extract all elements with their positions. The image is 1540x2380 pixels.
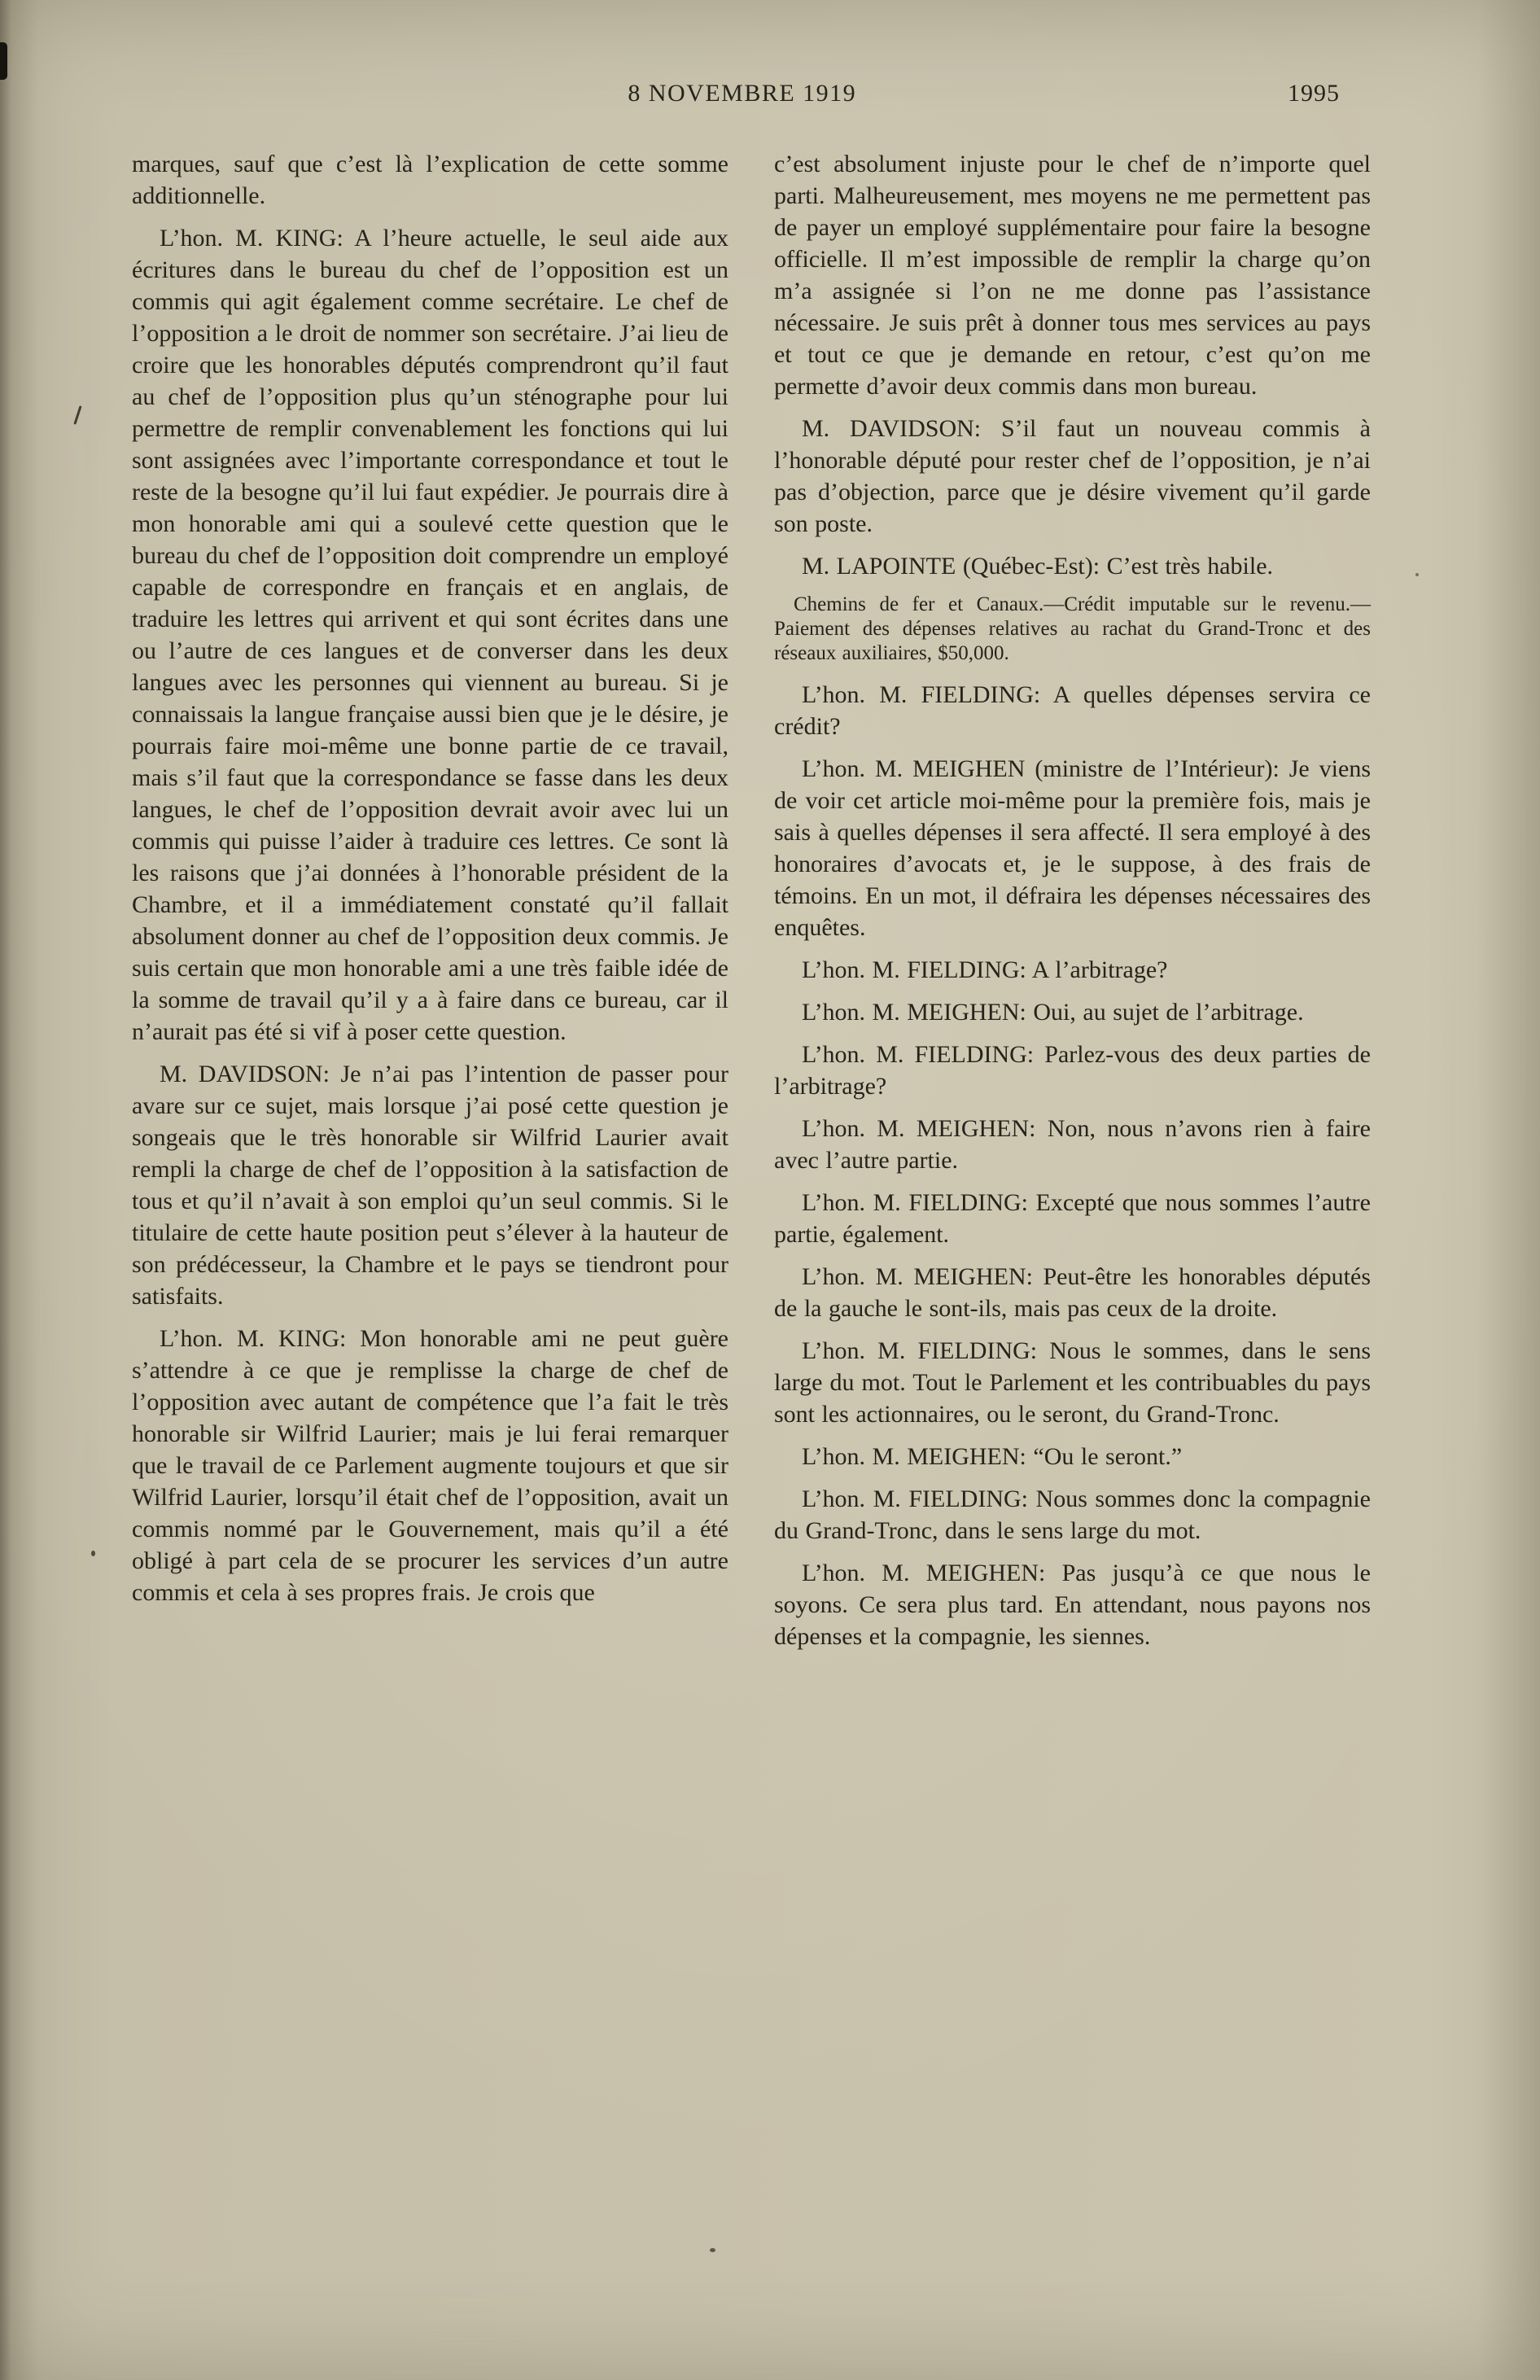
- paragraph: L’hon. M. MEIGHEN: Oui, au sujet de l’arbitrage.: [802, 999, 1304, 1026]
- paragraph: marques, sauf que c’est là l’explication de cette somme additionnelle.: [132, 151, 728, 209]
- paragraph: L’hon. M. FIELDING: Excepté que nous sommes l’autre partie, également.: [774, 1189, 1371, 1248]
- paragraph: L’hon. M. MEIGHEN: Pas jusqu’à ce que nous le soyons. Ce sera plus tard. En attendant, nous payons nos dépenses et la compagnie, les siennes.: [774, 1560, 1371, 1650]
- paragraph: L’hon. M. FIELDING: Parlez-vous des deux parties de l’arbitrage?: [774, 1041, 1371, 1100]
- page-header: [132, 80, 1371, 114]
- paragraph: L’hon. M. MEIGHEN: “Ou le seront.”: [802, 1443, 1183, 1470]
- paragraph: L’hon. M. MEIGHEN (ministre de l’Intérieur): Je viens de voir cet article moi-même pour la première fois, mais je sais à quelles dépenses il sera affecté. Il sera employé à des honoraires d’avocats et, je le suppose, à des frais de témoins. En un mot, il défraira les dépenses nécessaires des enquêtes.: [774, 755, 1371, 941]
- paragraph: L’hon. M. FIELDING: Nous le sommes, dans le sens large du mot. Tout le Parlement et les contribuables du pays sont les actionnaires, ou le seront, du Grand-Tronc.: [774, 1337, 1371, 1428]
- header-date: 8 NOVEMBRE 1919: [628, 80, 857, 107]
- paragraph: c’est absolument injuste pour le chef de n’importe quel parti. Malheureusement, mes moyens ne me permettent pas de payer un employé supplémentaire pour faire la besogne officielle. Il m’est impossible de remplir la charge qu’on m’a assignée si l’on ne me donne pas l’assistance nécessaire. Je suis prêt à donner tous mes services au pays et tout ce que je demande en retour, c’est qu’on me permette d’avoir deux commis dans mon bureau.: [774, 151, 1371, 400]
- paragraph: M. DAVIDSON: S’il faut un nouveau commis à l’honorable député pour rester chef de l’opposition, je n’ai pas d’objection, parce que je désire vivement qu’il garde son poste.: [774, 415, 1371, 537]
- paragraph: L’hon. M. MEIGHEN: Non, nous n’avons rien à faire avec l’autre partie.: [774, 1115, 1371, 1174]
- right-column: [774, 148, 1371, 1663]
- paragraph: L’hon. M. KING: Mon honorable ami ne peut guère s’attendre à ce que je remplisse la charge de chef de l’opposition avec autant de compétence que l’a fait le très honorable sir Wilfrid Laurier; mais je lui ferai remarquer que le travail de ce Parlement augmente toujours et que sir Wilfrid Laurier, lorsqu’il était chef de l’opposition, avait un commis nommé par le Gouvernement, mais qu’il a été obligé à part cela de se procurer les services d’un autre commis et cela à ses propres frais. Je crois que: [132, 1325, 728, 1606]
- paragraph: L’hon. M. FIELDING: A l’arbitrage?: [802, 956, 1168, 983]
- paragraph: L’hon. M. MEIGHEN: Peut-être les honorables députés de la gauche le sont-ils, mais pas ceux de la droite.: [774, 1263, 1371, 1322]
- section-note: Chemins de fer et Canaux.—Crédit imputable sur le revenu.—Paiement des dépenses relatives au rachat du Grand-Tronc et des réseaux auxiliaires, $50,000.: [774, 593, 1371, 664]
- left-column: [132, 148, 728, 1663]
- paragraph: M. DAVIDSON: Je n’ai pas l’intention de passer pour avare sur ce sujet, mais lorsque j’ai posé cette question je songeais que le très honorable sir Wilfrid Laurier avait rempli la charge de chef de l’opposition à la satisfaction de tous et qu’il n’avait à son emploi qu’un seul commis. Si le titulaire de cette haute position peut s’élever à la hauteur de son prédécesseur, la Chambre et le pays se tiendront pour satisfaits.: [132, 1061, 728, 1310]
- paragraph: M. LAPOINTE (Québec-Est): C’est très habile.: [802, 553, 1274, 580]
- page-number: 1995: [1288, 80, 1340, 107]
- paragraph: L’hon. M. KING: A l’heure actuelle, le seul aide aux écritures dans le bureau du chef de l’opposition est un commis qui agit également comme secrétaire. Le chef de l’opposition a le droit de nommer son secrétaire. J’ai lieu de croire que les honorables députés comprendront qu’il faut au chef de l’opposition plus qu’un sténographe pour lui permettre de remplir convenablement les fonctions qui lui sont assignées avec l’importante correspondance et tout le reste de la besogne qu’il lui faut expédier. Je pourrais dire à mon honorable ami qui a soulevé cette question que le bureau du chef de l’opposition doit comprendre un employé capable de correspondre en français et en anglais, de traduire les lettres qui arrivent et qui sont écrites dans une ou l’autre de ces langues et de converser dans les deux langues avec les personnes qui viennent au bureau. Si je connaissais la langue française aussi bien que je le désire, je pourrais faire moi-même une bonne partie de ce travail, mais s’il faut que la correspondance se fasse dans les deux langues, le chef de l’opposition devrait avoir avec lui un commis qui puisse l’aider à traduire ces lettres. Ce sont là les raisons que j’ai données à l’honorable président de la Chambre, et il a immédiatement constaté qu’il fallait absolument donner au chef de l’opposition deux commis. Je suis certain que mon honorable ami a une très faible idée de la somme de travail qu’il y a à faire dans ce bureau, car il n’aurait pas été si vif à poser cette question.: [132, 225, 728, 1045]
- paragraph: L’hon. M. FIELDING: A quelles dépenses servira ce crédit?: [774, 681, 1371, 740]
- paragraph: L’hon. M. FIELDING: Nous sommes donc la compagnie du Grand-Tronc, dans le sens large du mot.: [774, 1485, 1371, 1544]
- text-columns: [132, 148, 1371, 1663]
